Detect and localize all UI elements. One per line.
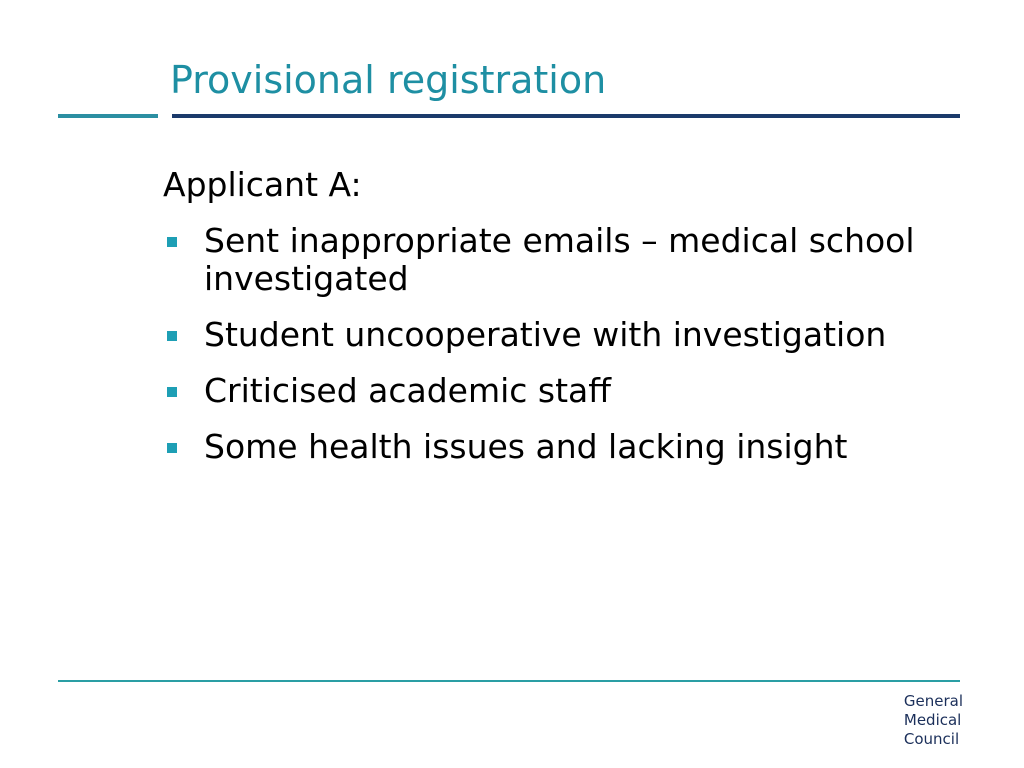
bullet-text: Student uncooperative with investigation [204, 315, 887, 354]
bullet-text: Criticised academic staff [204, 371, 612, 410]
square-bullet-icon [167, 237, 177, 247]
bullet-item [163, 222, 963, 298]
logo-line-general: General [903, 692, 963, 710]
bullet-item [163, 316, 963, 354]
bullet-text: Some health issues and lacking insight [204, 427, 848, 466]
square-bullet-icon [167, 387, 177, 397]
bullet-item [163, 428, 963, 466]
slide-title: Provisional registration [170, 58, 607, 102]
bullet-item [163, 372, 963, 410]
bullet-list [163, 222, 963, 484]
logo-line-medical: Medical [903, 711, 962, 729]
title-rule-long [172, 114, 960, 118]
intro-text: Applicant A: [163, 165, 362, 204]
square-bullet-icon [167, 331, 177, 341]
footer-rule [58, 680, 960, 682]
gmc-logo [904, 692, 963, 749]
logo-line-council: Council [903, 730, 960, 748]
title-rule-short [58, 114, 158, 118]
square-bullet-icon [167, 443, 177, 453]
bullet-text: Sent inappropriate emails – medical school investigated [204, 221, 915, 298]
